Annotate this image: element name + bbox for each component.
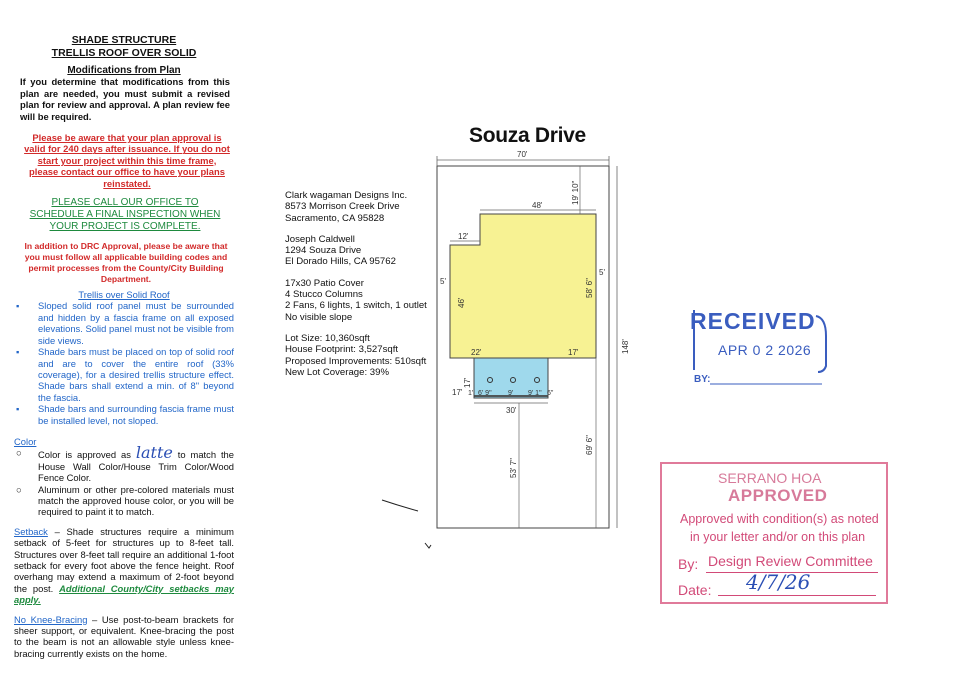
- hoa-condition-2: in your letter and/or on this plan: [690, 530, 866, 544]
- dim-right-side: 5': [599, 268, 605, 277]
- trellis-item: ▪ Sloped solid roof panel must be surrounded and hidden by a fascia frame on all exposed elevations. Solid panel must not be visible from side views.: [16, 300, 234, 346]
- dim-left-notch: 12': [458, 232, 469, 241]
- dim-house-right: 58' 6": [585, 278, 594, 298]
- dim-patio-a: 1': [468, 390, 474, 397]
- hoa-name: SERRANO HOA: [718, 470, 822, 486]
- trellis-heading: Trellis over Solid Roof: [78, 289, 170, 301]
- designer-line: 8573 Morrison Creek Drive: [285, 201, 400, 213]
- house-footprint: [450, 214, 596, 368]
- color-heading: Color: [14, 435, 37, 447]
- dim-right: 148': [621, 339, 630, 354]
- notes-title-2: TRELLIS ROOF OVER SOLID: [51, 46, 197, 59]
- project-line: 4 Stucco Columns: [285, 289, 363, 301]
- modifications-text: If you determine that modifications from this plan are needed, you must submit a revised plan for review and approval. A plan review fee will be required.: [20, 76, 230, 122]
- trellis-item: ▪ Shade bars must be placed on top of solid roof and are to cover the entire roof (33% coverage), for a desired trellis structure effect. Shade bars shall extend a min. of 8" beyond the fascia.: [16, 346, 234, 403]
- dim-patio-width: 30': [506, 406, 517, 415]
- designer-line: Clark wagaman Designs Inc.: [285, 190, 408, 201]
- project-line: No visible slope: [285, 311, 353, 323]
- trellis-item: ▪ Shade bars and surrounding fascia frame must be installed level, not sloped.: [16, 403, 234, 426]
- knee-bracing-text: – Use post-to-beam brackets for sheer support, or equivalent. Knee-bracing the post to the beam is not an allowable style unless knee-bracing currently exists on the home.: [14, 613, 234, 659]
- dim-bottom-right: 17': [568, 348, 579, 357]
- dim-top: 70': [517, 150, 528, 159]
- dim-house-left: 46': [457, 297, 466, 308]
- knee-bracing-label: No Knee-Bracing: [14, 613, 88, 625]
- drc-notice: In addition to DRC Approval, please be aware that you must follow all applicable building codes and permit processes from the County/City Building Department.: [24, 241, 228, 285]
- street-title: Souza Drive: [469, 124, 586, 147]
- dim-patio-left: 17': [452, 388, 463, 397]
- stats-line: Lot Size: 10,360sqft: [285, 332, 370, 344]
- owner-line: Joseph Caldwell: [285, 233, 355, 245]
- received-stamp: [688, 306, 830, 386]
- dim-patio-e: 6": [547, 390, 554, 397]
- hoa-date-value: 4/7/26: [746, 570, 811, 594]
- hoa-by-value: Design Review Committee: [708, 553, 873, 569]
- dim-house-top: 48': [532, 201, 543, 210]
- hoa-approved: APPROVED: [728, 486, 828, 505]
- stats-line: New Lot Coverage: 39%: [285, 366, 389, 378]
- hoa-by-label: By:: [678, 556, 699, 572]
- dim-rear-right: 69' 6": [585, 435, 594, 455]
- hoa-condition-1: Approved with condition(s) as noted: [680, 512, 879, 526]
- dim-bottom-left: 22': [471, 348, 482, 357]
- color-item: ○ Color is approved as latte to match the House Wall Color/House Trim Color/Wood Fence Color.: [16, 443, 234, 484]
- notes-title-1: SHADE STRUCTURE: [71, 34, 177, 46]
- trellis-item-text: Shade bars must be placed on top of solid roof and are to cover the entire roof (33% coverage), for a desired trellis structure effect. Shade bars shall extend a min. of 8" beyond the fascia.: [38, 346, 234, 403]
- stamp-bracket: [816, 316, 826, 372]
- inspection-notice: PLEASE CALL OUR OFFICE TO SCHEDULE A FINAL INSPECTION WHEN YOUR PROJECT IS COMPLETE.: [29, 197, 221, 233]
- trellis-item-text: Shade bars and surrounding fascia frame must be installed level, not sloped.: [38, 403, 234, 426]
- dim-patio-b: 6' 9": [478, 390, 492, 397]
- modifications-heading: Modifications from Plan: [67, 65, 181, 76]
- color-item-text: Color is approved as: [38, 449, 131, 461]
- dim-rear-left: 53' 7": [509, 458, 518, 478]
- setback-link: Additional County/City setbacks may apply.: [14, 582, 235, 606]
- setback-label: Setback: [14, 525, 48, 537]
- stats-line: Proposed Improvements: 510sqft: [285, 355, 427, 367]
- color-item-text: Aluminum or other pre-colored materials must match the approved house color, or you will be required to paint it to match.: [38, 483, 234, 518]
- received-by: BY:: [694, 374, 711, 385]
- received-date: APR 0 2 2026: [718, 342, 812, 358]
- dim-patio-height: 17': [463, 377, 472, 388]
- designer-line: Sacramento, CA 95828: [285, 212, 385, 224]
- dim-left-side: 5': [440, 277, 446, 286]
- pen-mark: [425, 543, 431, 548]
- received-word: RECEIVED: [690, 308, 816, 334]
- hoa-date-line: [718, 595, 876, 596]
- dim-patio-c: 9': [508, 390, 514, 397]
- trellis-item-text: Sloped solid roof panel must be surrounded and hidden by a fascia frame on all exposed elevations. Solid panel must not be visible from side views.: [38, 300, 234, 346]
- project-line: 17x30 Patio Cover: [285, 277, 364, 289]
- color-item-text: to match the House Wall Color/House Trim Color/Wood Fence Color.: [38, 449, 234, 484]
- hoa-approval-stamp: [660, 462, 888, 604]
- owner-line: El Dorado Hills, CA 95762: [285, 256, 396, 268]
- handwritten-color: latte: [135, 443, 173, 463]
- dim-patio-d: 9' 1": [528, 390, 542, 397]
- hoa-date-label: Date:: [678, 582, 712, 598]
- setback-text: – Shade structures require a minimum setback of 5-feet for structures up to 8-feet tall. Structures over 8-feet tall require an additional 1-foot setback for every foot above the fence height. Roof overhang may extend a maximum of 2-foot beyond the post.: [14, 525, 234, 594]
- stats-line: House Footprint: 3,527sqft: [285, 344, 399, 356]
- validity-notice: Please be aware that your plan approval is valid for 240 days after issuance. If you do not start your project within this time frame, please contact our office to have your plans reinstated.: [24, 132, 230, 189]
- owner-line: 1294 Souza Drive: [285, 245, 362, 257]
- dim-front-setback: 19' 10": [571, 180, 580, 205]
- project-line: 2 Fans, 6 lights, 1 switch, 1 outlet: [285, 300, 427, 312]
- pen-mark: [382, 500, 418, 511]
- color-item: ○ Aluminum or other pre-colored materials must match the approved house color, or you will be required to paint it to match.: [16, 483, 234, 518]
